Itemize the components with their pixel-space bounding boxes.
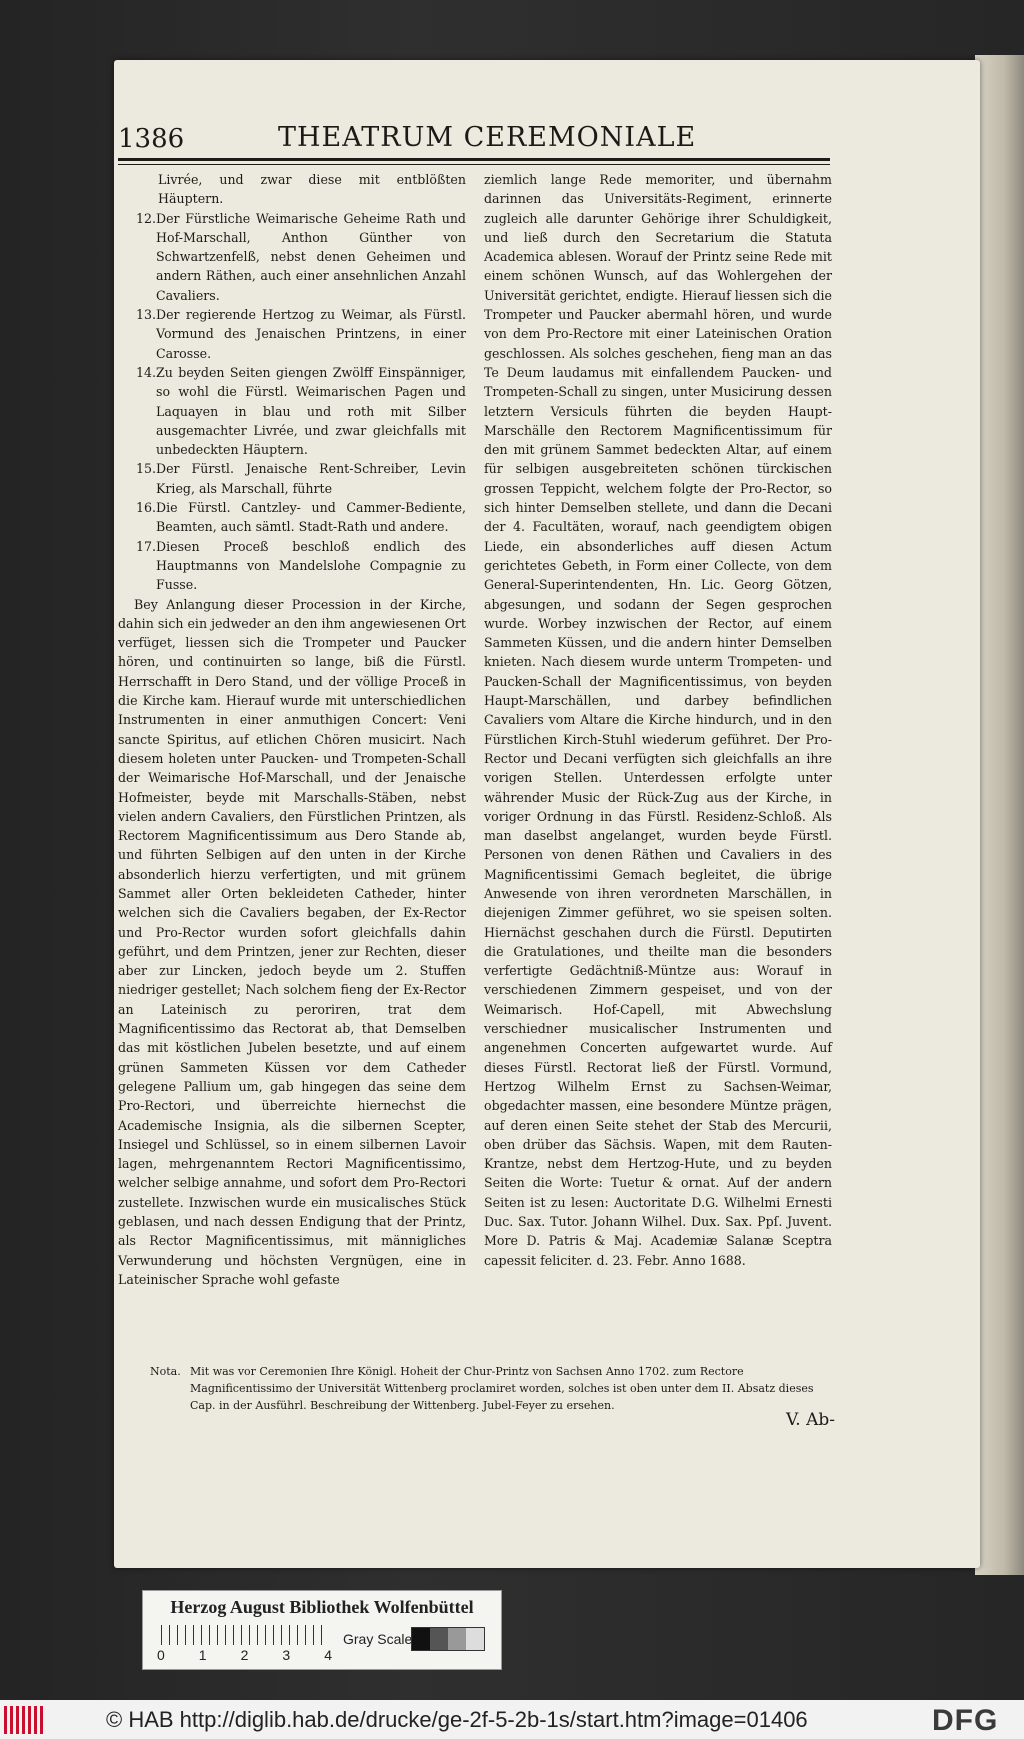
list-item-number: 15. [136,461,157,477]
page-header [118,120,830,156]
ruler-number: 4 [324,1647,332,1663]
body-paragraph: Bey Anlangung dieser Procession in der Kirche, dahin sich ein jedweder an den ihm angewiesenen Ort verfüget, liessen sich die Trompeter und Paucker hören, und continuirten so lange, biß die Fürstl. Herrschafft in Dero Stand, und der völlige Proceß in die Kirche kam. Hierauf wurde mit unterschiedlichen Instrumenten in einer anmuthigen Concert: Veni sancte Spiritus, auf etlichen Chören musicirt. Nach diesem holeten unter Paucken- und Trompeten-Schall der Weimarische Hof-Marschall, und der Jenaische Hofmeister, beyde mit Marschalls-Stäben, nebst vielen andern Cavaliers, den Fürstlichen Printzen, als Rectorem Magnificentissimum aus Dero Stande ab, und führten Selbigen auf den unten in der Kirche absonderlich hierzu verfertigten, und mit grünem Sammet aller Orten bekleideten Catheder, hinter welchen sich die Cavaliers begaben, der Ex-Rector und Pro-Rector wurden sofort gleichfalls dahin geführt, und dem Printzen, jener zur Rechten, dieser aber zur Lincken, jedoch beyde um 2. Stuffen niedriger gestellet; Nach solchem fieng der Ex-Rector an Lateinisch zu peroriren, trat dem Magnificentissimo das Rectorat ab, that Demselben das mit köstlichen Jubelen besetzte, und auf einem grünen Sammeten Küssen vor dem Catheder gelegene Pallium um, gab hingegen das seine dem Pro-Rectori, und überreichte hiernechst die Academische Insignia, als die silbernen Scepter, Insiegel und Schlüssel, so in einem silbernen Lavoir lagen, mehrgenanntem Rectori Magnificentissimo, welcher selbige annahme, und sofort dem Pro-Rectori zustellete. Inzwischen wurde ein musicalisches Stück geblasen, und nach dessen Endigung that der Printz, als Rector Magnificentissimus, mit männigliches Verwunderung und höchsten Vergnügen, eine in Lateinischer Sprache wohl gefaste [118,596,466,1287]
ruler-scale [161,1625,326,1645]
page-number: 1386 [118,124,185,154]
list-item-number: 12. [136,210,157,226]
list-item [118,537,466,595]
list-item [118,305,466,363]
ruler-numbers [157,1647,332,1663]
ruler-number: 1 [198,1647,207,1663]
running-title: THEATRUM CEREMONIALE [278,122,697,153]
gray-swatch [448,1628,466,1650]
gray-swatch [412,1628,430,1650]
footnote-label: Nota. [150,1365,181,1378]
list-item-text: Livrée, und zwar diese mit entblößten Häuptern. [158,172,466,207]
ruler-number: 2 [240,1647,249,1663]
dfg-logo: DFG [932,1704,999,1737]
grayscale-label: Gray Scale [343,1631,413,1647]
list-item-text: Der Fürstliche Weimarische Geheime Rath und Hof-Marschall, Anthon Günther von Schwartzenfelß, nebst denen Geheimen und andern Räthen, auch einer ansehnlichen Anzahl Cavaliers. [156,210,466,303]
header-rule-thin [118,164,830,165]
library-name: Herzog August Bibliothek Wolfenbüttel [170,1597,474,1617]
viewer-footer [0,1700,1024,1739]
right-column [484,170,832,1270]
list-item-text: Die Fürstl. Cantzley- und Cammer-Bediente, Beamten, auch sämtl. Stadt-Rath und andere. [156,500,466,535]
hab-logo-icon [4,1706,44,1734]
left-column [118,170,466,1289]
ruler-number: 3 [282,1647,291,1663]
list-item-number: 13. [136,307,157,323]
header-rule [118,158,830,161]
footnote [150,1363,830,1414]
grayscale-swatches [411,1627,485,1651]
next-page-edge [975,55,1024,1575]
ruler-number: 0 [157,1647,165,1663]
gray-swatch [466,1628,484,1650]
copyright-link[interactable]: © HAB http://diglib.hab.de/drucke/ge-2f-5-2b-1s/start.htm?image=01406 [106,1707,808,1732]
catchword: V. Ab- [786,1410,836,1430]
list-item-text: Der regierende Hertzog zu Weimar, als Fürstl. Vormund des Jenaischen Printzens, in einer Carosse. [156,307,466,361]
body-paragraph: ziemlich lange Rede memoriter, und übernahm darinnen das Universitäts-Regiment, erinnerte zugleich alle darunter Gehörige ihrer Schuldigkeit, und ließ durch den Secretarium die Statuta Academica ablesen. Worauf der Printz seine Rede mit einem schönen Wunsch, auf das Wohlergehen der Universität gerichtet, endigte. Hierauf liessen sich die Trompeter und Paucker abermahl hören, und wurde von dem Pro-Rectore mit einer Lateinischen Oration geschlossen. Als solches geschehen, fieng man an das Te Deum laudamus mit einfallendem Paucken- und Trompeten-Schall zu singen, unter Musicirung dessen letztern Versiculs führten die beyden Haupt-Marschälle den Rectorem Magnificentissimum für den mit grünem Sammet bedeckten Altar, auf einem für selbigen ausgebreiteten schönen türckischen grossen Teppicht, welchem folgte der Pro-Rector, so sich hinter Demselben stellete, und dann die Decani der 4. Facultäten, worauf, nach geendigtem obigen Liede, ein absonderliches auff diesen Actum gerichtetes Gebeth, in Form einer Collecte, von dem General-Superintendenten, Hn. Lic. Georg Götzen, abgesungen, und sodann der Segen gesprochen wurde. Worbey inzwischen der Rector, auf einem Sammeten Küssen, und die andern hinter Demselben knieten. Nach diesem wurde unterm Trompeten- und Paucken-Schall der Magnificentissimus, von beyden Haupt-Marschällen, und darbey befindlichen Cavaliers vom Altare die Kirche hindurch, und in den Fürstlichen Kirch-Stuhl wiederum geführet. Der Pro-Rector und Decani verfügten sich gleichfalls an ihre vorigen Stellen. Unterdessen erfolgte unter währender Music der Rück-Zug aus der Kirche, in voriger Ordnung in das Fürstl. Residenz-Schloß. Als man daselbst angelanget, wurden beyde Fürstl. Personen von denen Räthen und Cavaliers in des Magnificentissimi Gemach begleitet, die übrige Anwesende von ihren verordneten Marschällen, in diejenigen Zimmer geführet, wo sie speisen solten. Hiernächst geschahen durch die Fürstl. Deputirten die Gratulationes, und theilte man die besonders verfertigte Gedächtniß-Müntze aus: Worauf in verschiedenen Zimmern gespeiset, und von der Weimarisch. Hof-Capell, mit Abwechslung verschiedner musicalischer Instrumenten und angenehmen Concerten aufgewartet wurde. Auf dieses Fürstl. Rectorat ließ der Fürstl. Vormund, Hertzog Wilhelm Ernst zu Sachsen-Weimar, obgedachter massen, eine besondere Müntze prägen, auf deren einen Seite stehet der Stab des Mercurii, oben drüber das Sächsis. Wapen, mit dem Rauten-Krantze, nebst dem Hertzog-Hute, und zu beyden Seiten die Worte: Tuetur & ornat. Auf der andern Seiten ist zu lesen: Auctoritate D.G. Wilhelmi Ernesti Duc. Sax. Tutor. Johann Wilhel. Dux. Sax. Ppſ. Juvent. More D. Patris & Maj. Academiæ Salanæ Sceptra capessit feliciter. d. 23. Febr. Anno 1688. [484,172,832,1268]
color-calibration-card [142,1590,502,1670]
list-item [118,363,466,459]
list-item [118,170,466,209]
list-item [118,459,466,498]
list-item-text: Diesen Proceß beschloß endlich des Hauptmanns von Mandelslohe Compagnie zu Fusse. [156,538,466,593]
list-item-text: Zu beyden Seiten giengen Zwölff Einspänniger, so wohl die Fürstl. Weimarischen Pagen und Laquayen in blau und roth mit Silber ausgemachter Livrée, und zwar gleichfalls mit unbedeckten Häuptern. [156,364,466,458]
list-item-number: 14. [136,364,157,380]
list-item-number: 17. [136,538,157,554]
gray-swatch [430,1628,448,1650]
list-item [118,209,466,305]
list-item-text: Der Fürstl. Jenaische Rent-Schreiber, Levin Krieg, als Marschall, führte [156,461,466,496]
list-item [118,498,466,537]
footnote-text: Mit was vor Ceremonien Ihre Königl. Hoheit der Chur-Printz von Sachsen Anno 1702. zum Rectore Magnificentissimo der Universität Wittenberg proclamiret worden, solches ist oben unter dem II. Absatz dieses Cap. in der Ausführl. Beschreibung der Wittenberg. Jubel-Feyer zu ersehen. [190,1365,814,1412]
list-item-number: 16. [136,500,157,516]
